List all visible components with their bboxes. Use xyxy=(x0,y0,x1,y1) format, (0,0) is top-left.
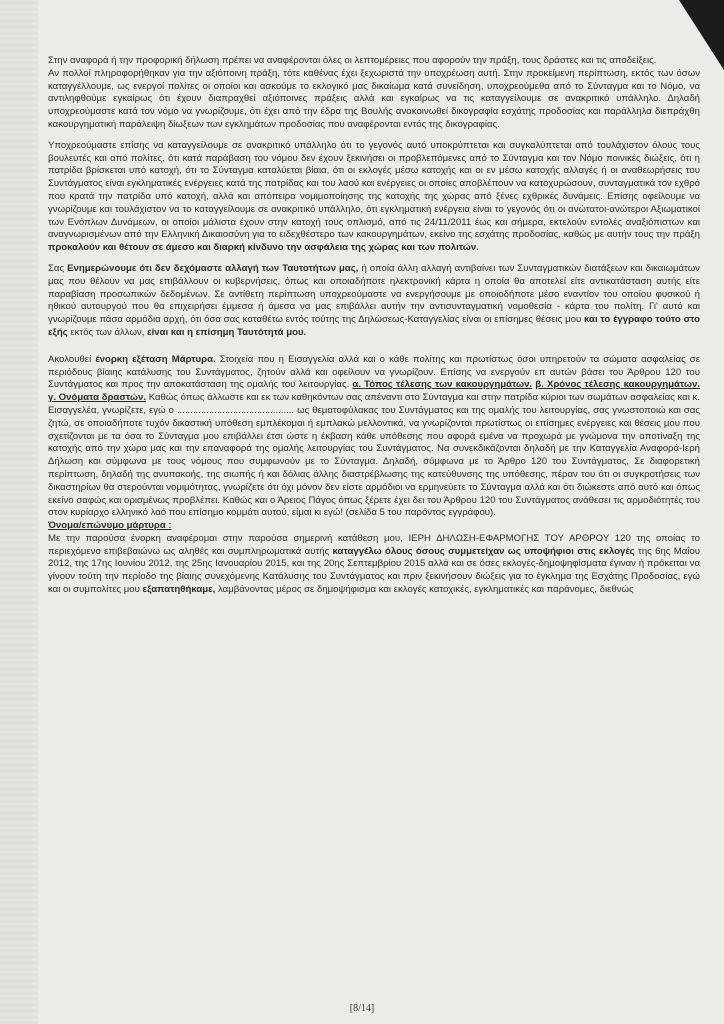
paragraph-witness xyxy=(48,354,700,520)
identity-start: Σας xyxy=(48,262,68,274)
elections-text: Με την παρούσα ένορκη αναφέρομαι στην παρούσα σημερινή κατάθεση μου, ΙΕΡΗ ΔΗΛΩΣΗ-ΕΦΑΡΜΟΓΗΣ ΤΟΥ ΑΡΘΡΟΥ 120 της οποίας το περιεχόμενο επιβεβαιώνω ως αληθές και συμπληρωματικά αυτής xyxy=(48,532,700,557)
witness-start: Ακολουθεί xyxy=(48,353,96,365)
elections-text-3: λαμβάνοντας μέρος σε δημοψήφισμα και εκλογές κατοχικές, εγκληματικές και παράνομες, διεθνώς xyxy=(215,584,634,596)
witness-name-label: Όνομα/επώνυμο μάρτυρα : xyxy=(48,520,172,532)
perpetrators-heading: γ. Ονόματα δραστών. xyxy=(48,392,147,404)
elections-bold: καταγγέλω όλους όσους συμμετείχαν ως υποψήφιοι στις εκλογές xyxy=(332,545,635,557)
paragraph-obligation-bold: προκαλούν και θέτουν σε άμεσο και διαρκή κίνδυνο την ασφάλεια της χώρας και των πολιτών. xyxy=(48,242,479,254)
identity-text: ή οποία άλλη αλλαγή αντιβαίνει των Συνταγματικών διατάξεων και δικαιωμάτων μας που θέλουν να μας επιβάλλουν οι κυβερνήσεις, όπως και οποιαδήποτε ηλεκτρονική κάρτα η οποία θα αποτελεί είτε αντικατάσταση αυτής είτε παραβίαση προσωπικών δεδομένων. Σε αντίθετη περίπτωση υποχρεούμαστε να ενεργήσουμε με οποιοδήποτε μέσο εναντίον του οποίου φυσικού ή ηθικού αυτουργού που θα επιχειρήσει έμμεσα ή άμεσα να μας επιβάλλει αυτήν την αντισυνταγματική νομοθεσία - κάρτα του πολίτη. Γι' αυτό και γνωρίζουμε πάσα αρμόδια αρχή, ότι όσα σας καταθέτω εντός τούτης της Δηλώσεως-Καταγγελίας είναι οι επίσημες θέσεις μου xyxy=(48,262,700,326)
page-number: [8/14] xyxy=(349,1003,375,1014)
witness-text-2: Καθώς όπως άλλωστε και εκ των καθηκόντων σας απέναντι στο Σύνταγμα και στην πατρίδα κύριοι των σωμάτων ασφαλείας και κ. Εισαγγελέα, γνωρίζετε, εγώ ο ............................................ ως θεματοφύλακας του Συντάγματος και της ομαλής του λειτουργίας, σας γνωστοποιώ και σας ζητώ, σε οποιαδήποτε τυχόν δικαστική υπόθεση εμπλέκομαι ή εμπλακώ μελλοντικά, να γνωρίζονται πρωτίστως οι επίσημες ενέργειες και θέσεις μου που σχετίζονται με τα όσα το Σύνταγμα μου επιβάλλει έτσι ώστε η έκβαση κάθε υπόθεσης που αφορά εμένα να προχωρά με γνώμονα την αποτίναξη της κατοχής από την χώρα μας και την επαναφορά της ομαλής λειτουργίας του Συντάγματος. Να συνεκδικάζονται δηλαδή με την Καταγγελία Αναφορά-Ιερή Δήλωση και σύμφωνα με τους νόμους που συμφωνούν με το Σύνταγμα. Δηλαδή, σύμφωνα με το Άρθρο 120 του Συντάγματος, Σε διαφορετική περίπτωση, δηλαδή της ανυπακοής, της σιωπής ή και δόλιας άλλης διαστρέβλωσης της κατεύθυνσης της υπόθεσης, πέραν του ότι οι συγκροτήσεις των δικαστηρίων θα στερούνται νομιμότητας, γνωρίζετε ότι όχι μόνον δεν είστε αρμόδιοι να ερμηνεύετε το Σύνταγμα αλλά και ότι διώκεστε από αυτό και όπως εκείνο σαφώς και ορισμένως προβλέπει. Καθώς και ο Άρειος Πάγος όπως ξέρετε έχει δει του Άρθρου 120 του Συντάγματος ανάθεσει τις αρμοδιότητές του στον κυρίαρχο ελληνικό λαό που επίσημο κομμάτι αυτού, είμαι κι εγώ! (σελίδα 5 του παρόντος εγγράφου). xyxy=(48,392,700,519)
crime-place-heading: α. Τόπος τέλεσης των κακουργημάτων. xyxy=(352,379,533,391)
identity-text-2: εκτός των άλλων, xyxy=(67,326,148,338)
elections-bold-2: εξαπατηθήκαμε, xyxy=(142,584,216,596)
elections-text-2: της 6ης Μαΐου 2012, της 17ης Ιουνίου 2012, της 25ης Ιανουαρίου 2015, και της 20ης Σεπτεμβρίου 2015 αλλά και σε όσες εκλογές-δημοψηφίσματα έγιναν ή πρόκειται να γίνουν τούτη την περίοδο της βίαιης συνεχόμενης Κατάλυσης του Συντάγματος και πριν ξεκινήσουν διώξεις για το έγκλημα της Εσχάτης Προδοσίας, εγώ και οι συμπολίτες μου xyxy=(48,545,701,596)
witness-bold: ένορκη εξέταση Μάρτυρα. xyxy=(95,353,216,365)
paragraph-identity xyxy=(48,263,700,340)
paragraph-obligation-text: Υποχρεούμαστε επίσης να καταγγείλουμε σε ανακριτικό υπάλληλο ότι το γεγονός αυτό υποκρύπτεται και συγκαλύπτεται από τουλάχιστον όλους τους βουλευτές και από πολίτες, ότι κατά παράβαση του νόμου δεν έχουν ξεκινήσει οι προβλεπόμενες από το Σύνταγμα και τον Νόμο ποινικές διώξεις, ότι η πατρίδα βρίσκεται υπό κατοχή, ότι το Σύνταγμα καταλύεται βίαια, ότι οι εκλογές μέσω κατοχής και οι εν μέσω κατοχής αλλαγές ή οι αναθεωρήσεις του Συντάγματος είναι εγκληματικές ενέργειες κατά της πατρίδας και του λαού και ενέργειες οι οποίες αποβλέπουν να κατοχυρώσουν, συνταγματικά τον εχθρό που κρατά την πατρίδα υπό κατοχή, αλλά και απόπειρα νομιμοποίησης της κατοχής της χώρας από ξένες εχθρικές δυνάμεις. Επίσης οφείλουμε να γνωρίζουμε και τουλάχιστον να το καταγγείλουμε σε ανακριτικό υπάλληλο, ότι εγκληματική ενέργεια είναι το γεγονός ότι οι ανώτατοι-ανώτεροι Αξιωματικοί των Ενόπλων Δυνάμεων, οι οποίοι μάλιστα έχουν στην κατοχή τους οπλισμό, από τις 24/11/2011 έως και σήμερα, εκτελούν εντολές αναξιόπιστων και αναγνωρισμένων από την Ελληνική Δικαιοσύνη για το ειδεχθέστερο των κακουργημάτων, εκείνο της εσχάτης προδοσίας, καθώς με αυτήν τους την πράξη xyxy=(48,139,700,241)
identity-bold-1: Ενημερώνουμε ότι δεν δεχόμαστε αλλαγή των Ταυτοτήτων μας, xyxy=(67,262,359,274)
document-body xyxy=(48,55,700,597)
intro-paragraph: Αν πολλοί πληροφορήθηκαν για την αξιόποινη πράξη, τότε καθένας έχει ξεχωριστά την υποχρέωση αυτή. Στην προκείμενη περίπτωση, εκτός των όσων καταγγέλλουμε, ως ενεργοί πολίτες οι οποίοι και ασκούμε το εκλογικό μας δικαίωμα κατά συνείδηση, υποχρεούμεθα από το Σύνταγμα και το Νόμο, να αντιληφθούμε εγκαίρως ότι έχουν διαπραχθεί αξιόποινες πράξεις αλλά και εγκαίρως να τις καταγγείλουμε σε ανακριτικό υπάλληλο. Δηλαδή υποχρεούμαστε κατά τον νόμο να γνωρίζουμε, ότι έχει από την έδρα της Βουλής ανακοινωθεί δικογραφία εσχάτης προδοσίας και παράλληλα διεπράχθη κακουργηματική παράλειψη δίωξεων των εγκλημάτων προδοσίας που αναφέρονται εντός της δικογραφίας. xyxy=(48,67,700,130)
intro-line: Στην αναφορά ή την προφορική δήλωση πρέπει να αναφέρονται όλες οι λεπτομέρειες που αφορούν την πράξη, τους δράστες και τις αποδείξεις. xyxy=(48,55,657,66)
paragraph-obligation xyxy=(48,140,700,255)
identity-bold-2: και το έγγραφο τούτο στο εξής xyxy=(48,314,701,338)
witness-text: Στοιχεία που η Εισαγγελία αλλά και ο κάθε πολίτης και πρωτίστως όσοι υπηρετούν τα σώματα ασφαλείας σε περιόδους βίαιης κατάλυσης του Συντάγματος, ζητούν αλλά και οφείλουν να γνωρίζουν. Επίσης να ενεργούν επ αυτών βάσει του Άρθρου 120 του Συντάγματος και προς την αποκατάσταση της ομαλής του λειτουργίας. xyxy=(48,353,701,391)
section-gap xyxy=(48,340,700,354)
paragraph-elections xyxy=(48,533,700,597)
identity-bold-3: είναι και η επίσημη Ταυτότητά μου. xyxy=(147,326,307,338)
crime-time-heading: β. Χρόνος τέλεσης κακουργημάτων. xyxy=(535,379,700,391)
scanned-page-edge xyxy=(0,0,38,1024)
